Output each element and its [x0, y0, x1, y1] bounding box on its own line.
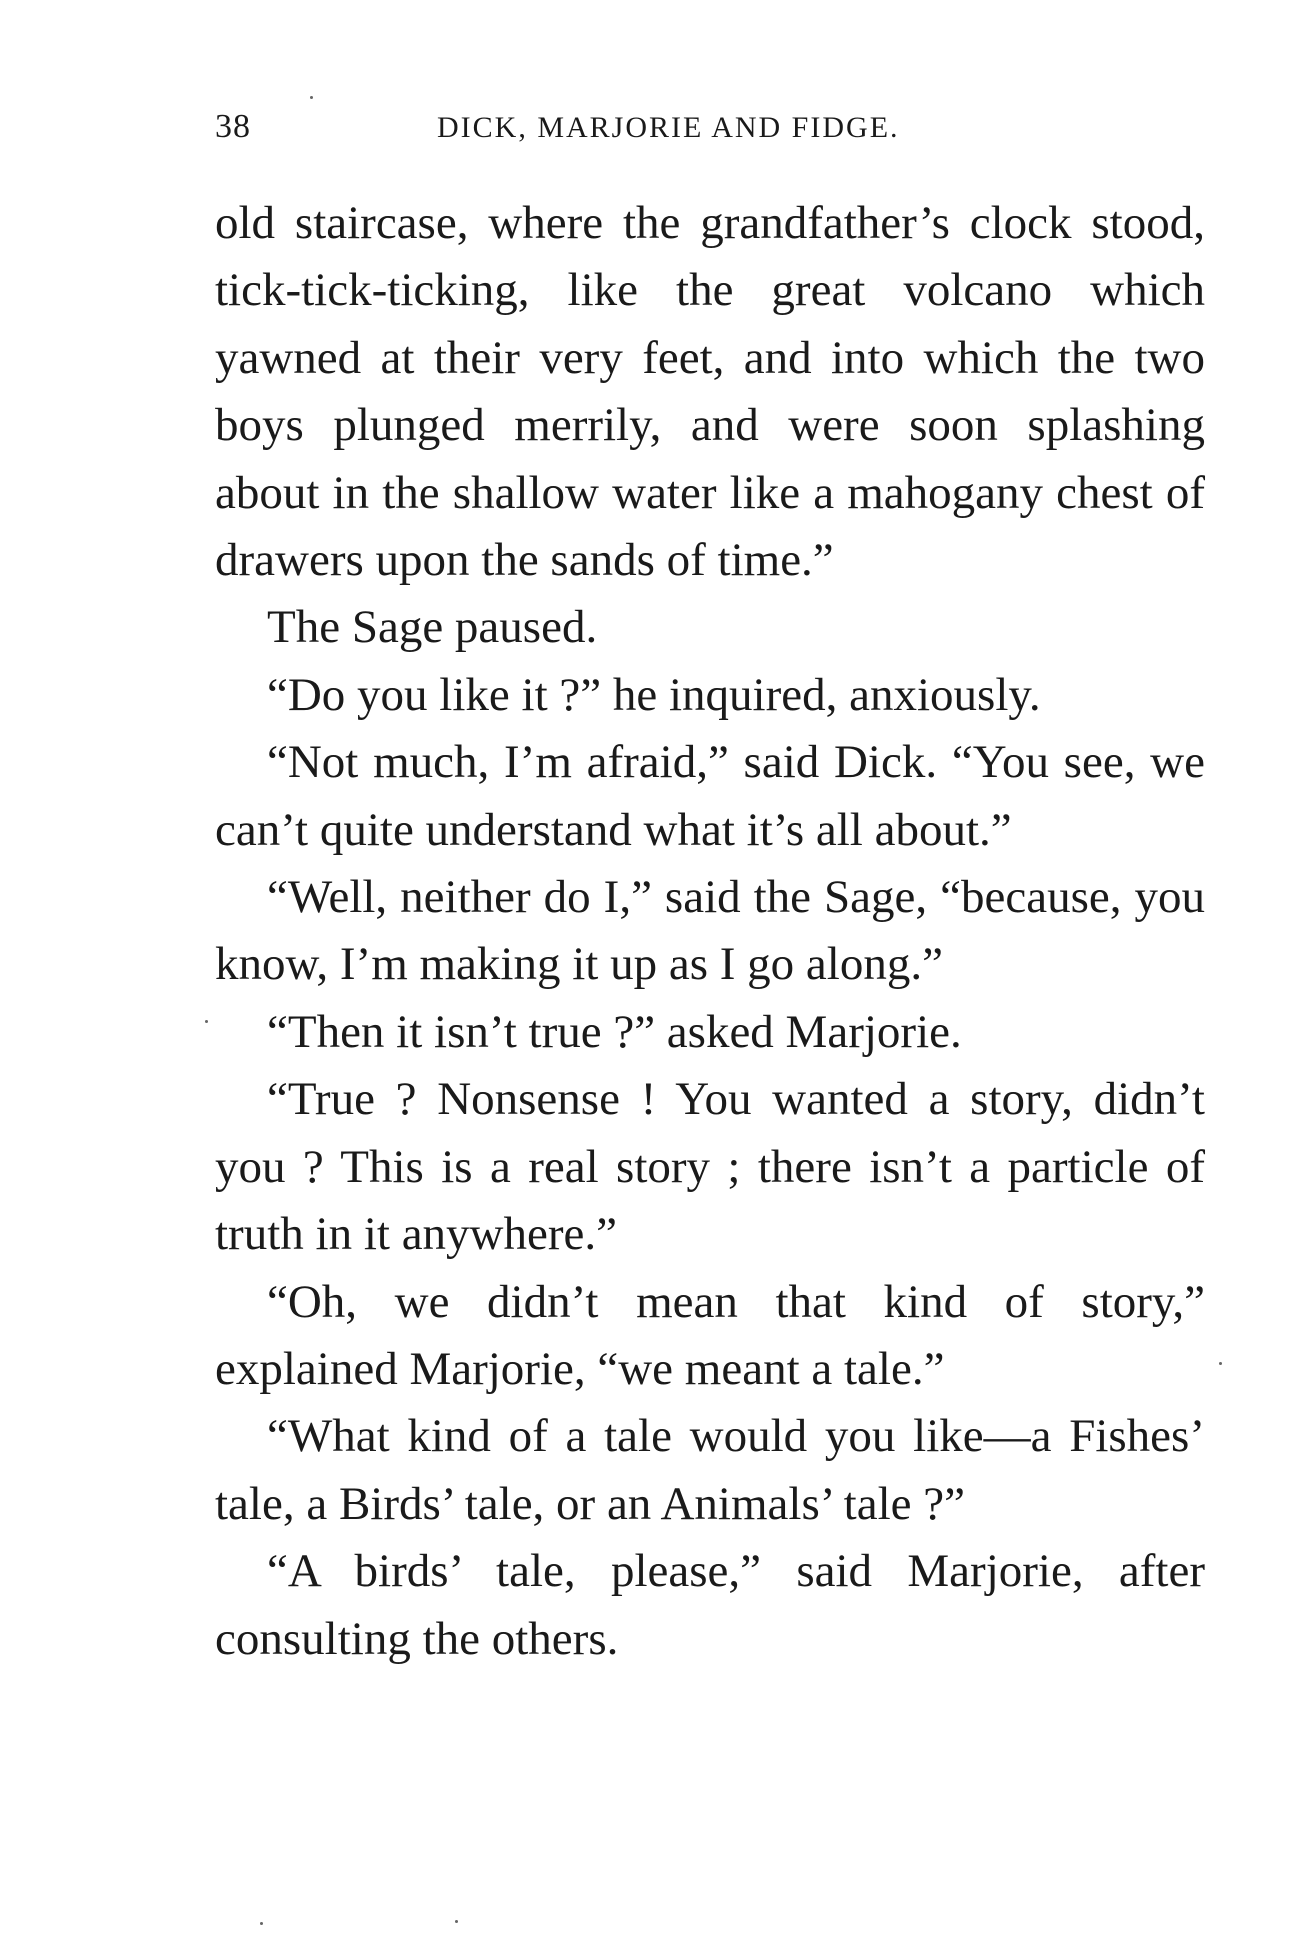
- paragraph: “True ? Nonsense ! You wanted a story, didn’t you ? This is a real story ; there isn’t a particle of truth in it anywhere.”: [215, 1073, 1205, 1261]
- paragraph: “Do you like it ?” he inquired, anxiously.: [267, 668, 1041, 721]
- paragraph: “Then it isn’t true ?” asked Marjorie.: [267, 1005, 962, 1058]
- paragraph: “A birds’ tale, please,” said Marjorie, after consulting the others.: [215, 1545, 1205, 1665]
- paragraph: “What kind of a tale would you like—a Fishes’ tale, a Birds’ tale, or an Animals’ tale ?”: [215, 1410, 1205, 1530]
- paper-speck: [310, 96, 313, 99]
- paper-speck: [205, 1020, 208, 1023]
- page-number: 38: [215, 108, 251, 145]
- paper-speck: [455, 1920, 458, 1923]
- paragraph: “Well, neither do I,” said the Sage, “because, you know, I’m making it up as I go along.”: [215, 871, 1205, 991]
- paper-speck: [1219, 1362, 1222, 1365]
- paragraph: The Sage paused.: [267, 601, 598, 654]
- running-title: DICK, MARJORIE AND FIDGE.: [437, 111, 900, 144]
- body-text: [215, 190, 1205, 1673]
- page-header: [215, 108, 1205, 158]
- paper-speck: [260, 1922, 263, 1925]
- paragraph: old staircase, where the grandfather’s clock stood, tick-tick-ticking, like the great volcano which yawned at their very feet, and into which the two boys plunged merrily, and were soon splashing about in the shallow water like a mahogany chest of drawers upon the sands of time.”: [215, 197, 1205, 587]
- paragraph: “Oh, we didn’t mean that kind of story,” explained Marjorie, “we meant a tale.”: [215, 1275, 1205, 1395]
- paragraph: “Not much, I’m afraid,” said Dick. “You see, we can’t quite understand what it’s all about.”: [215, 736, 1205, 856]
